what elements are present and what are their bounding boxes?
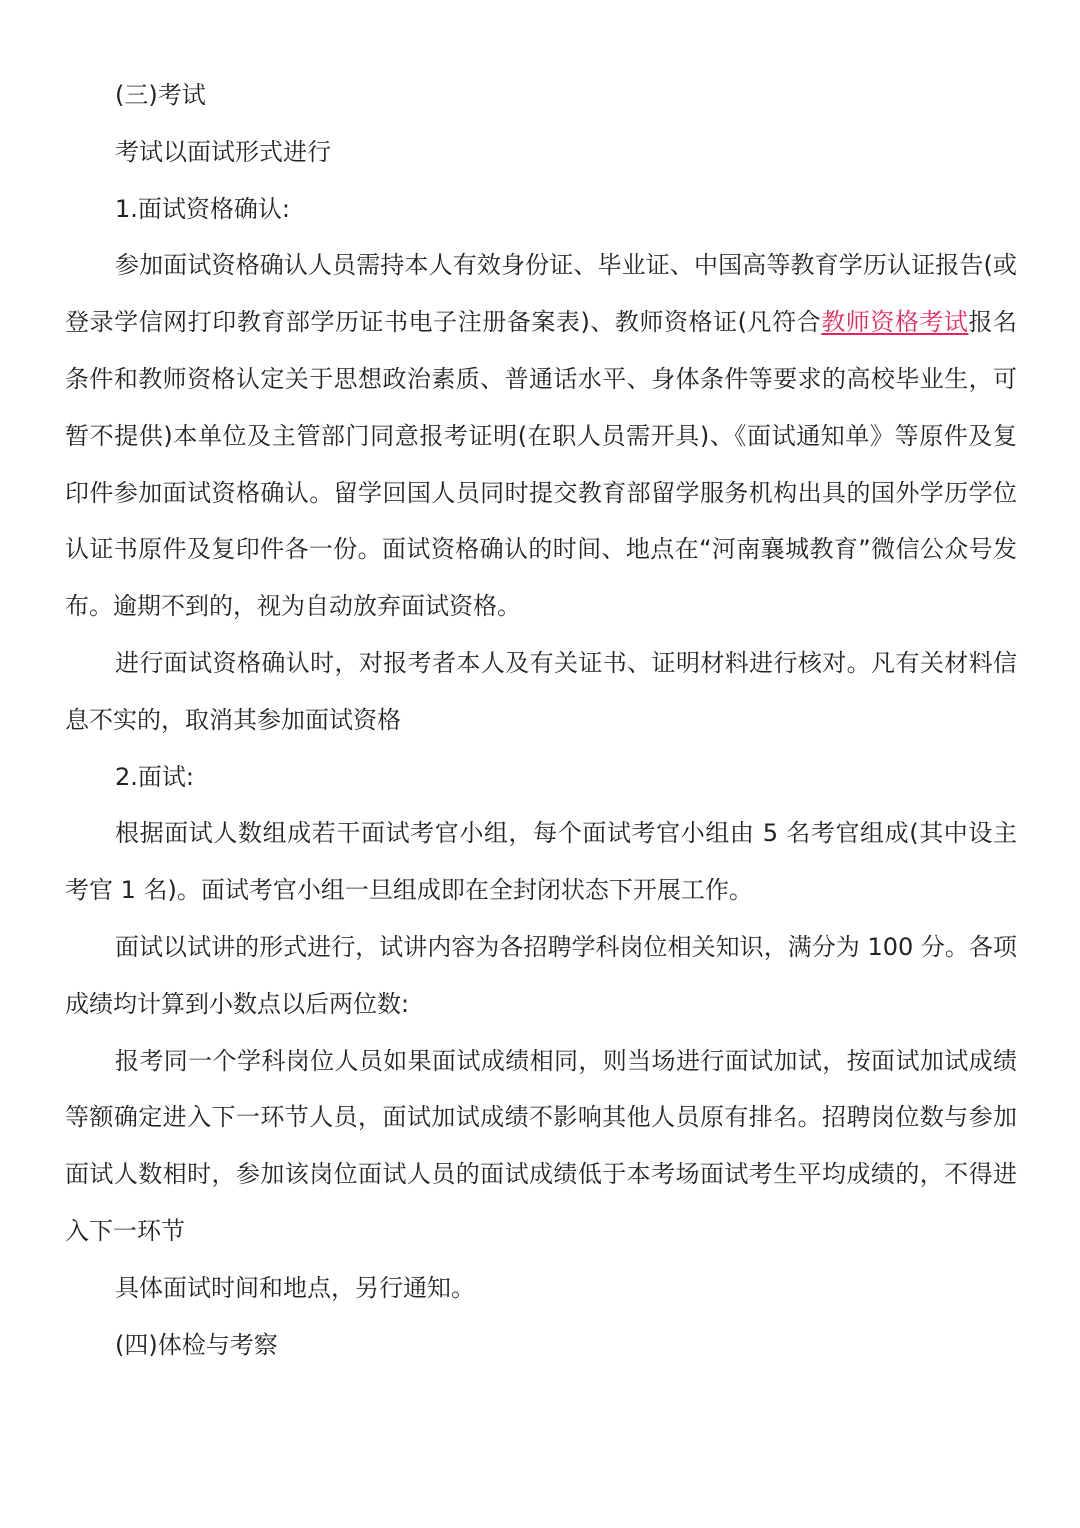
interview-panel-paragraph: 根据面试人数组成若干面试考官小组，每个面试考官小组由 5 名考官组成(其中设主考官 1 名)。面试考官小组一旦组成即在全封闭状态下开展工作。 bbox=[65, 819, 1017, 905]
interview-tiebreak-paragraph: 报考同一个学科岗位人员如果面试成绩相同，则当场进行面试加试，按面试加试成绩等额确定进入下一环节人员，面试加试成绩不影响其他人员原有排名。招聘岗位数与参加面试人数相时，参加该岗位面试人员的面试成绩低于本考场面试考生平均成绩的，不得进入下一环节 bbox=[65, 1046, 1017, 1245]
qualification-verification-paragraph: 进行面试资格确认时，对报考者本人及有关证书、证明材料进行核对。凡有关材料信息不实的，取消其参加面试资格 bbox=[65, 648, 1017, 734]
qualification-text-part2: 报名条件和教师资格认定关于思想政治素质、普通话水平、身体条件等要求的高校毕业生，可暂不提供)本单位及主管部门同意报考证明(在职人员需开具)、《面试通知单》等原件及复印件参加面试资格确认。留学回国人员同时提交教育部留学服务机构出具的国外学历学位认证书原件及复印件各一份。面试资格确认的时间、地点在“河南襄城教育”微信公众号发布。逾期不到的，视为自动放弃面试资格。 bbox=[65, 308, 1018, 621]
article-body bbox=[65, 67, 1017, 1373]
section-heading-physical: (四)体检与考察 bbox=[115, 1330, 278, 1359]
subsection-title-interview: 2.面试: bbox=[115, 762, 194, 791]
qualification-requirements-paragraph bbox=[65, 237, 1017, 635]
subsection-title-qualification: 1.面试资格确认: bbox=[115, 194, 290, 223]
exam-form-text: 考试以面试形式进行 bbox=[115, 137, 331, 166]
teacher-exam-link[interactable]: 教师资格考试 bbox=[821, 308, 969, 337]
interview-schedule-paragraph: 具体面试时间和地点，另行通知。 bbox=[115, 1273, 475, 1302]
qualification-text-part1: 参加面试资格确认人员需持本人有效身份证、毕业证、中国高等教育学历认证报告(或登录学信网打印教育部学历证书电子注册备案表)、教师资格证(凡符合 bbox=[65, 251, 1017, 337]
interview-scoring-paragraph: 面试以试讲的形式进行，试讲内容为各招聘学科岗位相关知识，满分为 100 分。各项成绩均计算到小数点以后两位数: bbox=[65, 932, 1017, 1018]
section-heading-exam: (三)考试 bbox=[115, 81, 206, 109]
